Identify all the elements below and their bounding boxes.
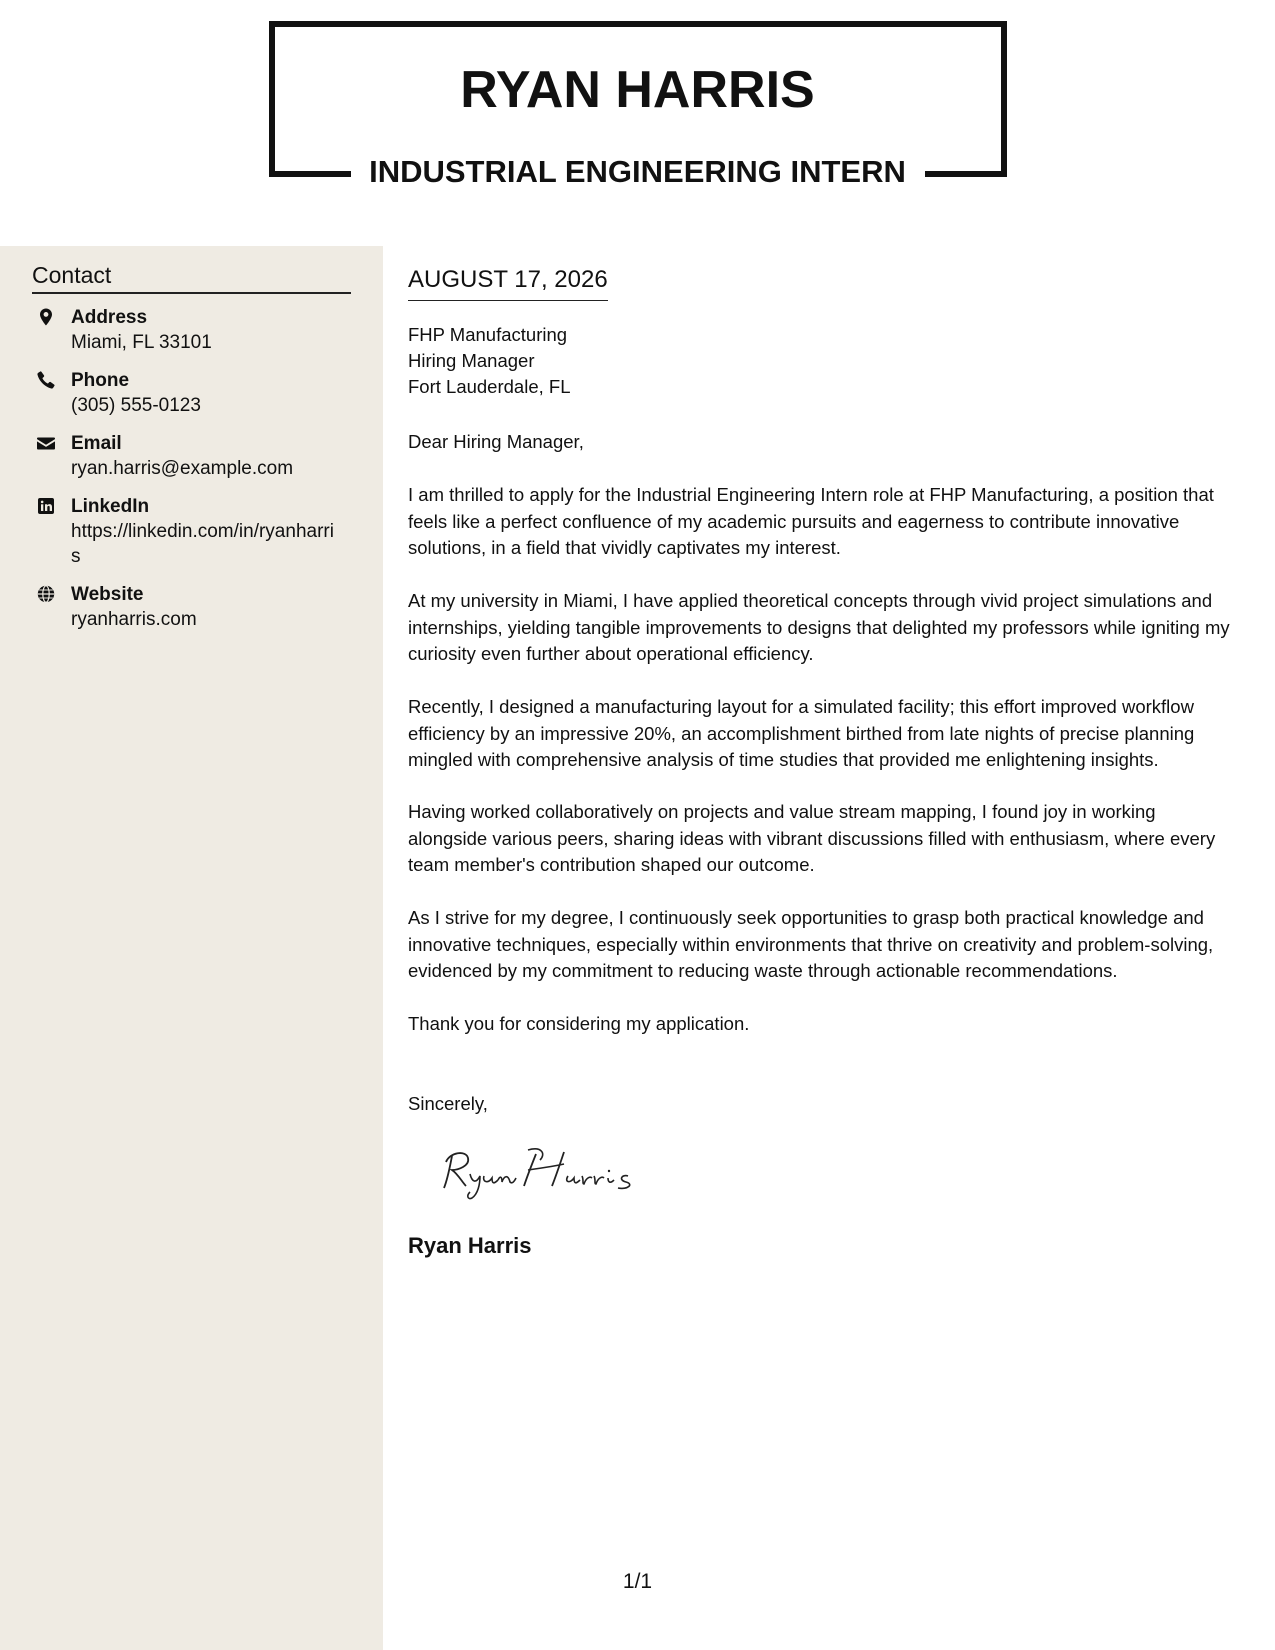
globe-icon bbox=[36, 584, 56, 604]
signer-name: Ryan Harris bbox=[408, 1233, 532, 1258]
header bbox=[0, 0, 1275, 246]
applicant-name: RYAN HARRIS bbox=[460, 61, 815, 119]
contact-label: LinkedIn bbox=[71, 496, 150, 517]
body-paragraph: I am thrilled to apply for the Industrial Engineering Intern role at FHP Manufacturing, a position that feels like a perfect confluence of my academic pursuits and eagerness to contribute innovative solutions, in a field that vividly captivates my interest. bbox=[408, 484, 1214, 558]
handwritten-signature bbox=[432, 1142, 672, 1202]
contact-sidebar bbox=[0, 246, 383, 1650]
closing: Sincerely, bbox=[408, 1093, 488, 1114]
applicant-role: INDUSTRIAL ENGINEERING INTERN bbox=[369, 154, 906, 189]
body-paragraph: As I strive for my degree, I continuously seek opportunities to grasp both practical knowledge and innovative techniques, especially within environments that thrive on creativity and problem-solving, evidenced by my commitment to reducing waste through actionable recommendations. bbox=[408, 907, 1214, 981]
contact-value-linkedin[interactable]: https://linkedin.com/in/ryanharris bbox=[71, 521, 334, 567]
location-pin-icon bbox=[36, 307, 56, 327]
linkedin-icon bbox=[36, 496, 56, 516]
recipient-title: Hiring Manager bbox=[408, 350, 535, 371]
salutation: Dear Hiring Manager, bbox=[408, 431, 584, 452]
contact-label: Email bbox=[71, 433, 122, 454]
contact-value-phone: (305) 555-0123 bbox=[71, 395, 201, 416]
contact-label: Address bbox=[71, 307, 148, 328]
contact-value-address: Miami, FL 33101 bbox=[71, 332, 212, 353]
recipient-block bbox=[408, 322, 570, 400]
recipient-company: FHP Manufacturing bbox=[408, 324, 568, 345]
header-frame-top bbox=[269, 21, 1007, 27]
contact-heading: Contact bbox=[32, 260, 351, 294]
phone-icon bbox=[36, 370, 56, 390]
body-paragraph: At my university in Miami, I have applied theoretical concepts through vivid project simulations and internships, yielding tangible improvements to designs that delighted my professors while igniting my curiosity even further about operational efficiency. bbox=[408, 590, 1230, 664]
contact-value-website[interactable]: ryanharris.com bbox=[71, 609, 197, 630]
letter-date: AUGUST 17, 2026 bbox=[408, 264, 608, 301]
contact-label: Phone bbox=[71, 370, 130, 391]
body-paragraph: Thank you for considering my application. bbox=[408, 1013, 750, 1034]
body-paragraph: Recently, I designed a manufacturing layout for a simulated facility; this effort improved workflow efficiency by an impressive 20%, an accomplishment birthed from late nights of precise planning mingled with comprehensive analysis of time studies that provided me enlightening insights. bbox=[408, 696, 1195, 770]
page-number: 1/1 bbox=[622, 1570, 653, 1593]
signature-drawing bbox=[432, 1142, 672, 1202]
envelope-icon bbox=[36, 433, 56, 453]
recipient-location: Fort Lauderdale, FL bbox=[408, 376, 571, 397]
contact-label: Website bbox=[71, 584, 144, 605]
contact-value-email[interactable]: ryan.harris@example.com bbox=[71, 458, 294, 479]
body-paragraph: Having worked collaboratively on projects and value stream mapping, I found joy in working alongside various peers, sharing ideas with vibrant discussions filled with enthusiasm, where every team member's contribution shaped our outcome. bbox=[408, 801, 1216, 875]
